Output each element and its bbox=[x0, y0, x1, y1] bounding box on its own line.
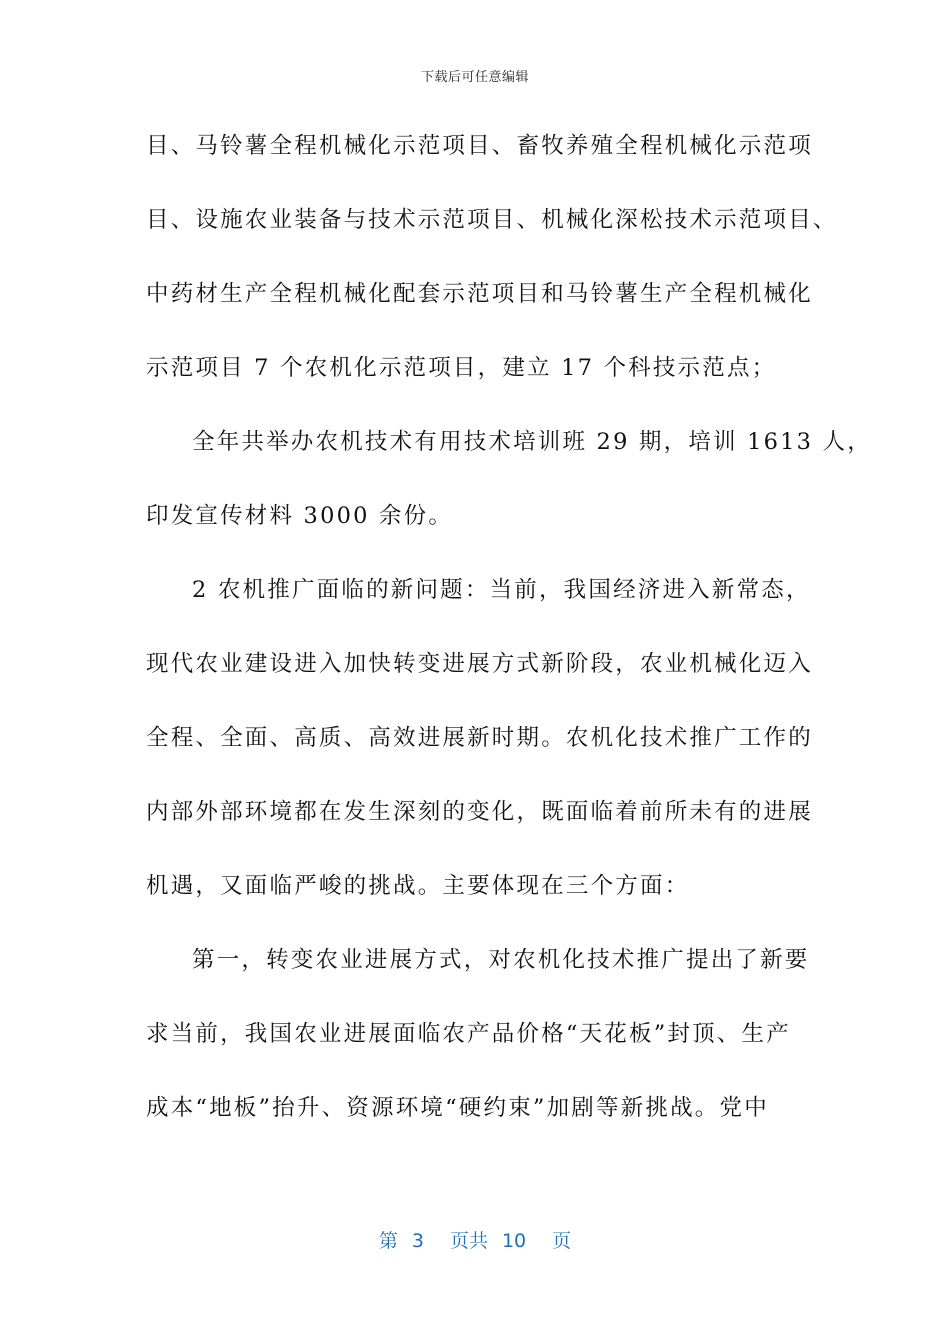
text-line: 现代农业建设进入加快转变进展方式新阶段，农业机械化迈入 bbox=[146, 651, 813, 677]
page-suffix: 页 bbox=[552, 1230, 572, 1252]
paragraph-first-line: 2 农机推广面临的新问题：当前，我国经济进入新常态， bbox=[192, 577, 811, 603]
paragraph-first-line: 第一，转变农业进展方式，对农机化技术推广提出了新要 bbox=[192, 947, 810, 973]
page-current: 3 bbox=[411, 1230, 424, 1252]
text-line: 印发宣传材料 3000 余份。 bbox=[146, 503, 454, 529]
page-header-note: 下载后可任意编辑 bbox=[420, 70, 529, 85]
text-line: 全程、全面、高质、高效进展新时期。农机化技术推广工作的 bbox=[146, 725, 813, 751]
document-body bbox=[146, 123, 872, 1159]
text-line: 机遇，又面临严峻的挑战。主要体现在三个方面： bbox=[146, 873, 690, 899]
page-total: 10 bbox=[501, 1230, 527, 1252]
text-line: 内部外部环境都在发生深刻的变化，既面临着前所未有的进展 bbox=[146, 799, 813, 825]
text-line: 示范项目 7 个农机化示范项目，建立 17 个科技示范点； bbox=[146, 355, 777, 381]
paragraph-first-line: 全年共举办农机技术有用技术培训班 29 期，培训 1613 人， bbox=[192, 429, 872, 455]
text-line: 目、设施农业装备与技术示范项目、机械化深松技术示范项目、 bbox=[146, 207, 838, 233]
text-line: 目、马铃薯全程机械化示范项目、畜牧养殖全程机械化示范项 bbox=[146, 133, 813, 159]
text-line: 求当前，我国农业进展面临农产品价格“天花板”封顶、生产 bbox=[146, 1021, 791, 1047]
text-line: 成本“地板”抬升、资源环境“硬约束”加剧等新挑战。党中 bbox=[146, 1095, 769, 1121]
text-line: 中药材生产全程机械化配套示范项目和马铃薯生产全程机械化 bbox=[146, 281, 813, 307]
page-prefix: 第 bbox=[378, 1230, 398, 1252]
page-middle: 页共 bbox=[449, 1230, 488, 1252]
page-number-footer bbox=[0, 1226, 950, 1253]
